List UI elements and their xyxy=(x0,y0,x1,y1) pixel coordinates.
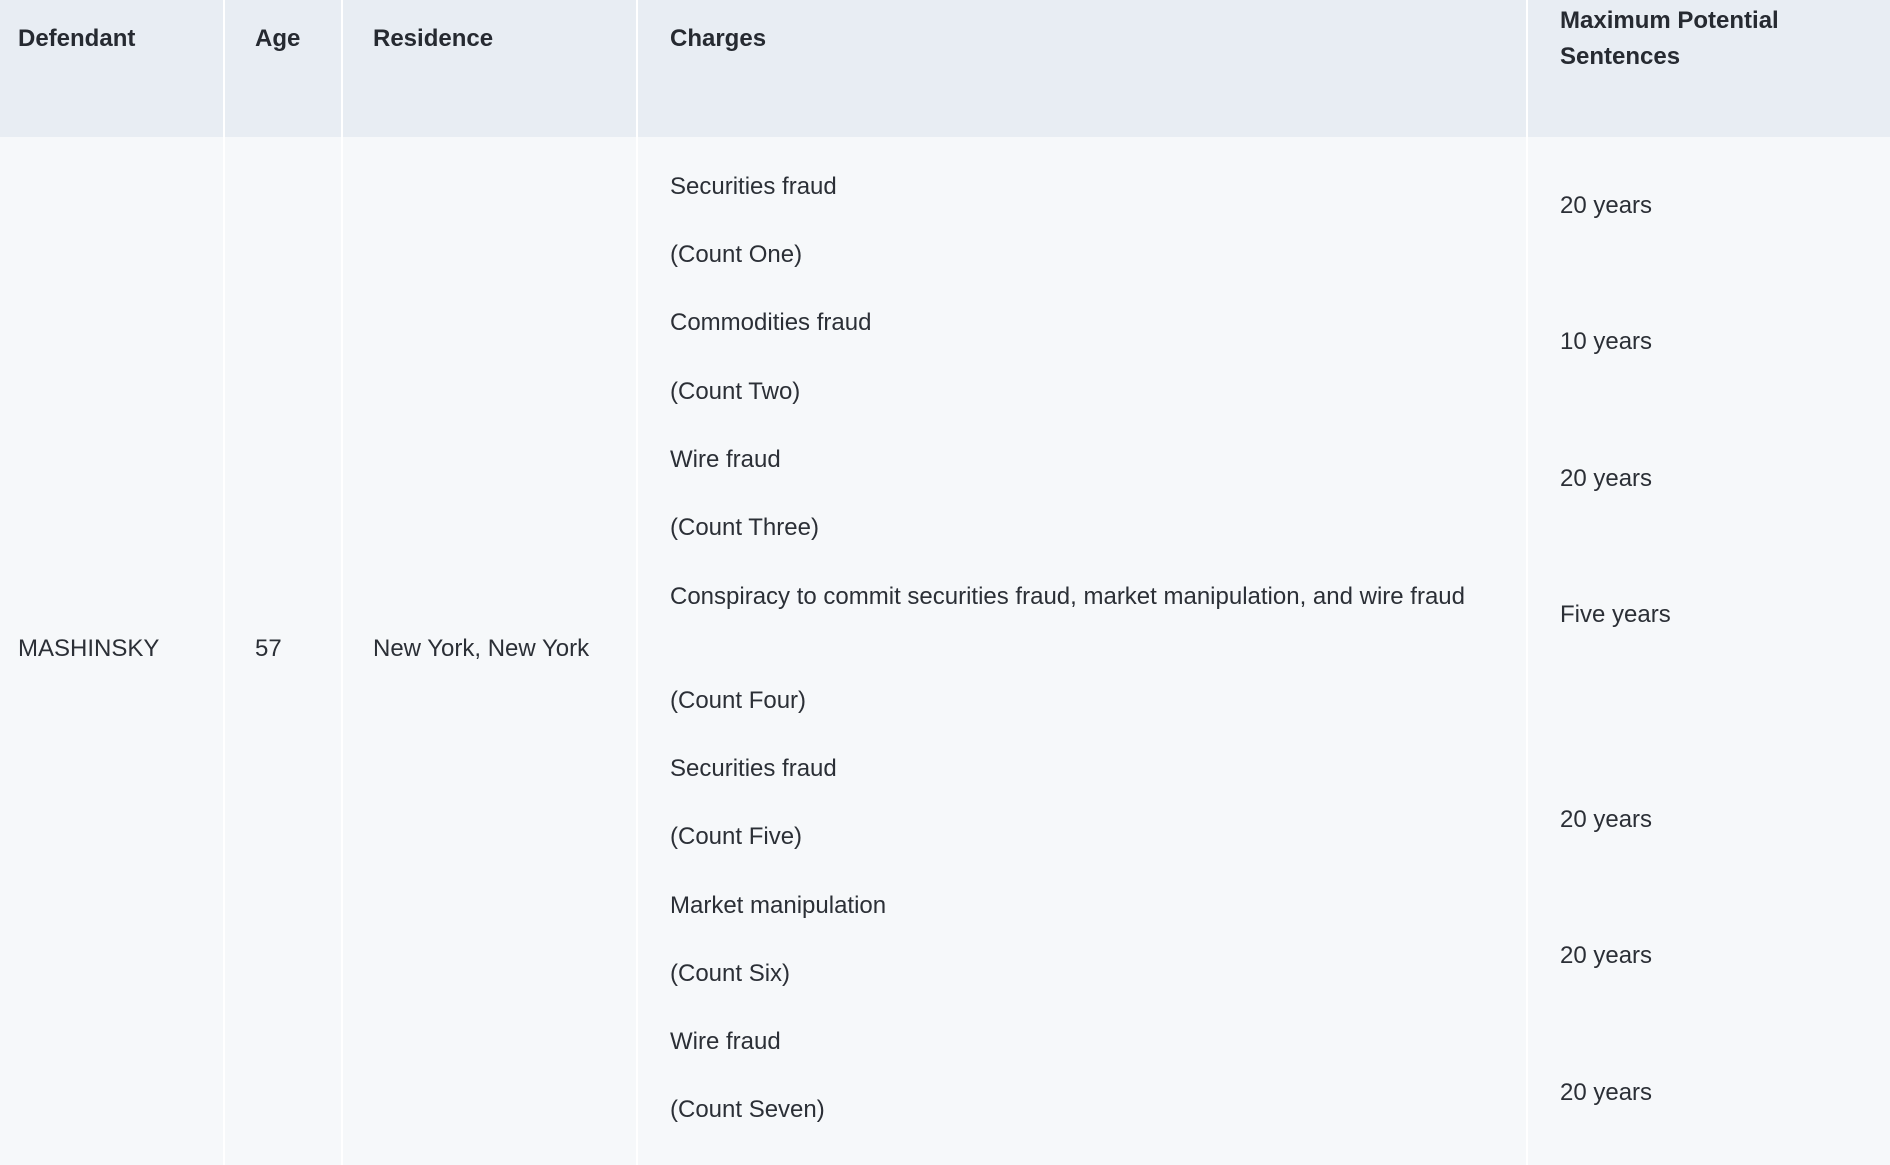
sentence-value: 20 years xyxy=(1560,192,1653,219)
header-max-sentences: Maximum Potential Sentences xyxy=(1560,7,1779,70)
header-charges: Charges xyxy=(670,25,767,52)
header-cell-age xyxy=(225,0,341,137)
charge-item: Securities fraud xyxy=(670,755,837,782)
charge-item: Wire fraud xyxy=(670,1028,781,1055)
body-cell-charges xyxy=(638,137,1526,1165)
sentence-value: 20 years xyxy=(1560,465,1653,492)
charge-count: (Count Two) xyxy=(670,378,801,405)
charge-count: (Count One) xyxy=(670,241,803,268)
header-residence: Residence xyxy=(373,25,494,52)
sentence-value: 20 years xyxy=(1560,806,1653,833)
sentence-value: 20 years xyxy=(1560,942,1653,969)
body-cell-age xyxy=(225,137,341,1165)
column-charges xyxy=(636,0,1526,1165)
header-cell-defendant xyxy=(0,0,223,137)
column-max-sentences xyxy=(1526,0,1890,1165)
header-cell-residence xyxy=(343,0,636,137)
charge-count: (Count Three) xyxy=(670,514,819,541)
defendant-age: 57 xyxy=(255,635,282,662)
header-cell-max-sentences xyxy=(1528,0,1890,137)
body-cell-max-sentences xyxy=(1528,137,1890,1165)
charge-item: Wire fraud xyxy=(670,446,781,473)
charge-item: Commodities fraud xyxy=(670,309,872,336)
defendant-residence: New York, New York xyxy=(373,635,590,662)
charge-count: (Count Four) xyxy=(670,687,807,714)
column-age xyxy=(223,0,341,1165)
charge-count: (Count Seven) xyxy=(670,1096,825,1123)
sentence-value: 10 years xyxy=(1560,328,1653,355)
column-residence xyxy=(341,0,636,1165)
sentence-value: Five years xyxy=(1560,601,1671,628)
charge-count: (Count Five) xyxy=(670,823,803,850)
charge-item: Securities fraud xyxy=(670,173,837,200)
defendant-name: MASHINSKY xyxy=(18,635,160,662)
sentence-value: 20 years xyxy=(1560,1079,1653,1106)
charge-item: Market manipulation xyxy=(670,892,887,919)
charge-count: (Count Six) xyxy=(670,960,791,987)
header-cell-charges xyxy=(638,0,1526,137)
charge-item: Conspiracy to commit securities fraud, market manipulation, and wire fraud xyxy=(670,583,1465,610)
header-defendant: Defendant xyxy=(18,25,136,52)
column-defendant xyxy=(0,0,223,1165)
header-age: Age xyxy=(255,25,301,52)
